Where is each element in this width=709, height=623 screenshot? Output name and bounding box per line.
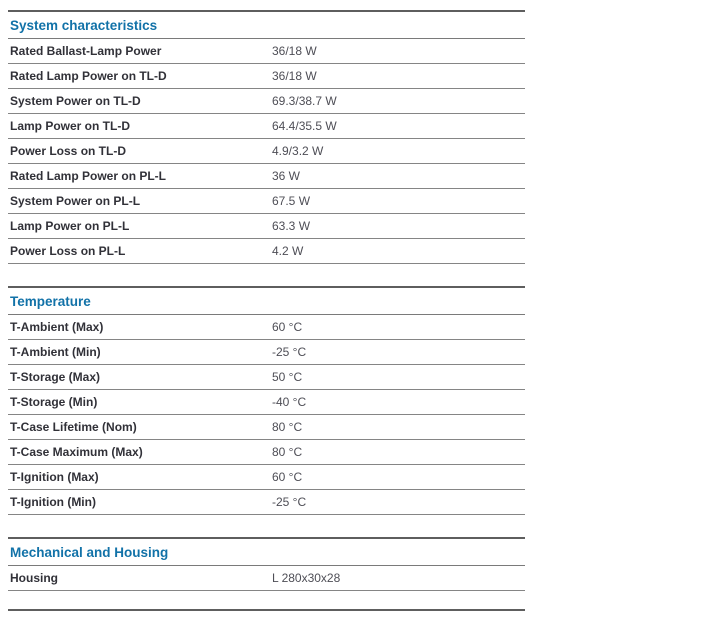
- spec-value: 67.5 W: [272, 194, 311, 208]
- table-row: [8, 39, 525, 64]
- spec-value: 63.3 W: [272, 219, 311, 233]
- spec-label: Housing: [10, 571, 58, 585]
- spec-value: 36/18 W: [272, 44, 317, 58]
- spec-label: T-Ambient (Min): [10, 345, 101, 359]
- spec-label: Rated Ballast-Lamp Power: [10, 44, 162, 58]
- table-row: [8, 490, 525, 515]
- table-row: [8, 239, 525, 264]
- spec-label: T-Ignition (Max): [10, 470, 99, 484]
- table-row: [8, 465, 525, 490]
- spec-value: -25 °C: [272, 345, 307, 359]
- spec-label: T-Ambient (Max): [10, 320, 104, 334]
- spec-value: 36/18 W: [272, 69, 317, 83]
- spec-label: Power Loss on PL-L: [10, 244, 126, 258]
- spec-value: 4.9/3.2 W: [272, 144, 324, 158]
- table-row: [8, 365, 525, 390]
- table-row: [8, 114, 525, 139]
- section-title-mechanical-and-housing: Mechanical and Housing: [8, 539, 525, 566]
- table-row: [8, 315, 525, 340]
- spec-label: Rated Lamp Power on TL-D: [10, 69, 167, 83]
- spec-value: 50 °C: [272, 370, 303, 384]
- spec-label: Lamp Power on TL-D: [10, 119, 130, 133]
- spec-value: 80 °C: [272, 420, 303, 434]
- spec-value: 60 °C: [272, 320, 303, 334]
- section-title-system-characteristics: System characteristics: [8, 12, 525, 39]
- section-title-temperature: Temperature: [8, 288, 525, 315]
- table-row: [8, 340, 525, 365]
- next-section-top-line: [8, 609, 525, 611]
- spec-table: [8, 10, 525, 613]
- spec-value: L 280x30x28: [272, 571, 341, 585]
- spec-value: 64.4/35.5 W: [272, 119, 337, 133]
- table-row: [8, 214, 525, 239]
- spec-label: Rated Lamp Power on PL-L: [10, 169, 167, 183]
- table-row: [8, 164, 525, 189]
- spec-label: System Power on TL-D: [10, 94, 141, 108]
- section-temperature: [8, 286, 525, 515]
- section-system-characteristics: [8, 10, 525, 264]
- table-row: [8, 440, 525, 465]
- spec-label: T-Case Maximum (Max): [10, 445, 143, 459]
- spec-label: Lamp Power on PL-L: [10, 219, 130, 233]
- spec-value: -25 °C: [272, 495, 307, 509]
- spec-value: 60 °C: [272, 470, 303, 484]
- table-row: [8, 390, 525, 415]
- spec-value: -40 °C: [272, 395, 307, 409]
- spec-value: 4.2 W: [272, 244, 304, 258]
- spec-label: Power Loss on TL-D: [10, 144, 127, 158]
- table-row: [8, 566, 525, 591]
- table-row: [8, 89, 525, 114]
- table-row: [8, 139, 525, 164]
- spec-label: T-Storage (Max): [10, 370, 101, 384]
- table-row: [8, 189, 525, 214]
- spec-value: 36 W: [272, 169, 301, 183]
- spec-value: 80 °C: [272, 445, 303, 459]
- spec-label: T-Storage (Min): [10, 395, 98, 409]
- table-row: [8, 415, 525, 440]
- spec-value: 69.3/38.7 W: [272, 94, 337, 108]
- spec-label: T-Ignition (Min): [10, 495, 96, 509]
- spec-label: T-Case Lifetime (Nom): [10, 420, 137, 434]
- spec-label: System Power on PL-L: [10, 194, 141, 208]
- table-row: [8, 64, 525, 89]
- section-mechanical-and-housing: [8, 537, 525, 591]
